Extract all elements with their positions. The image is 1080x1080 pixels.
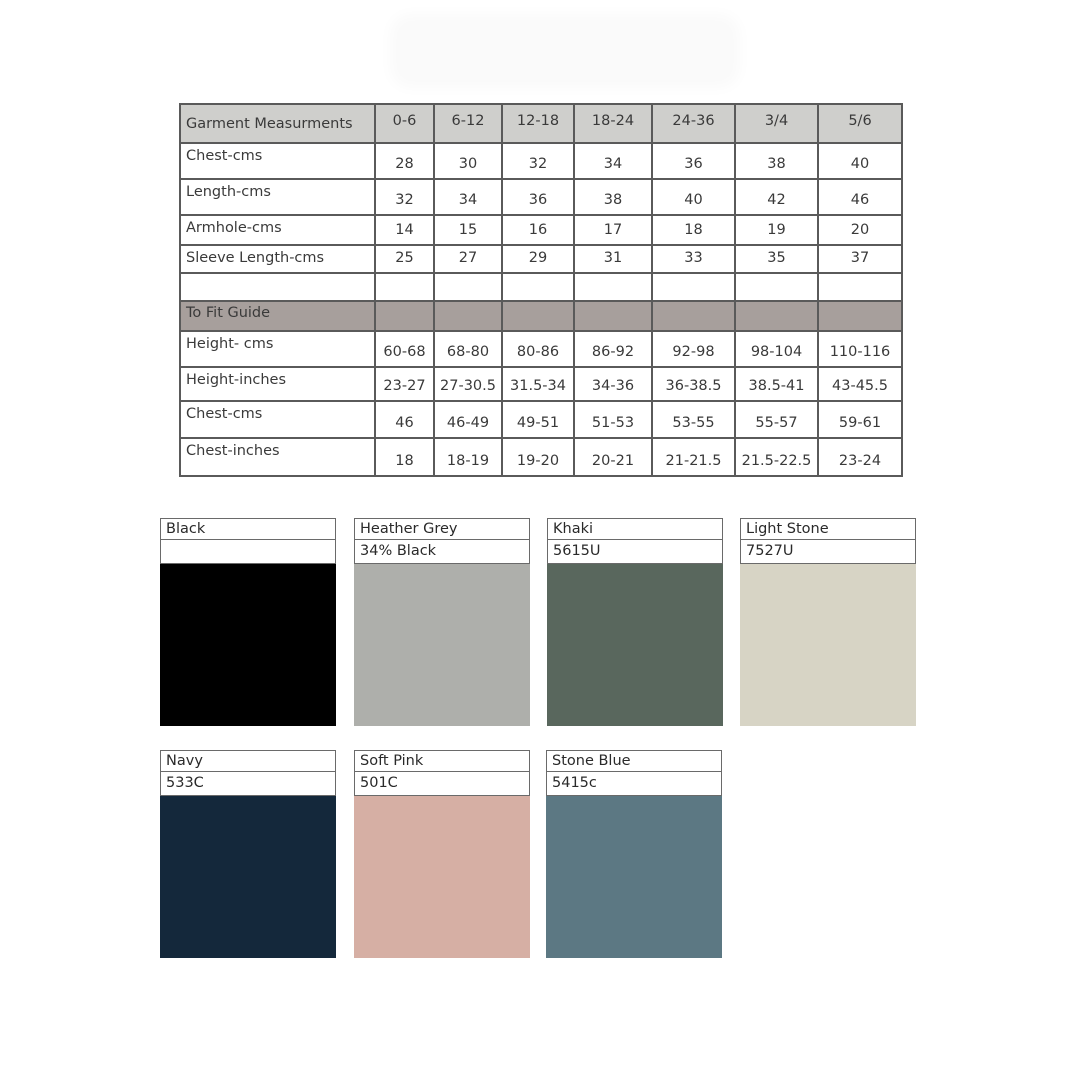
- size-header: 5/6: [818, 104, 902, 143]
- swatch-color-block: [160, 564, 336, 726]
- swatch-color-block: [740, 564, 916, 726]
- swatch-color-block: [160, 796, 336, 958]
- table-cell: 92-98: [652, 331, 735, 367]
- swatch-color-block: [354, 796, 530, 958]
- color-swatch-navy: [160, 750, 336, 958]
- size-header: 12-18: [502, 104, 574, 143]
- swatch-color-block: [547, 564, 723, 726]
- table-cell: 23-24: [818, 438, 902, 476]
- table-cell: 15: [434, 215, 502, 245]
- row-label: Height-inches: [180, 367, 375, 401]
- table-cell: 55-57: [735, 401, 818, 438]
- row-label: Length-cms: [180, 179, 375, 215]
- color-swatch-stone-blue: [546, 750, 722, 958]
- swatch-name: Heather Grey: [354, 518, 530, 540]
- table-cell: 38: [574, 179, 652, 215]
- table-cell: 36: [652, 143, 735, 179]
- table-cell: 28: [375, 143, 434, 179]
- table-cell: 34: [574, 143, 652, 179]
- table-cell: 46: [818, 179, 902, 215]
- swatch-code: 533C: [160, 772, 336, 796]
- table-row: [180, 179, 902, 215]
- table-cell: 36-38.5: [652, 367, 735, 401]
- table-cell: 38: [735, 143, 818, 179]
- size-header: 3/4: [735, 104, 818, 143]
- table-cell: 40: [652, 179, 735, 215]
- table-cell: 29: [502, 245, 574, 273]
- table-cell: 27: [434, 245, 502, 273]
- table-cell: 43-45.5: [818, 367, 902, 401]
- table-row: [180, 215, 902, 245]
- table-cell: 51-53: [574, 401, 652, 438]
- table-row: [180, 331, 902, 367]
- table-row: [180, 401, 902, 438]
- swatch-code: 7527U: [740, 540, 916, 564]
- table-header-row: [180, 104, 902, 143]
- table-row: [180, 245, 902, 273]
- color-swatch-soft-pink: [354, 750, 530, 958]
- table-cell: 35: [735, 245, 818, 273]
- table-cell: 36: [502, 179, 574, 215]
- table-cell: 17: [574, 215, 652, 245]
- fit-guide-label: To Fit Guide: [180, 301, 375, 331]
- swatch-code: 5415c: [546, 772, 722, 796]
- swatch-name: Stone Blue: [546, 750, 722, 772]
- table-cell: 19: [735, 215, 818, 245]
- table-row: [180, 367, 902, 401]
- table-row: [180, 438, 902, 476]
- fit-guide-header-row: [180, 301, 902, 331]
- table-cell: 23-27: [375, 367, 434, 401]
- color-swatch-khaki: [547, 518, 723, 726]
- table-cell: 21-21.5: [652, 438, 735, 476]
- table-cell: 33: [652, 245, 735, 273]
- swatch-code: 5615U: [547, 540, 723, 564]
- table-cell: 68-80: [434, 331, 502, 367]
- empty-row: [180, 273, 902, 301]
- size-header: 0-6: [375, 104, 434, 143]
- table-cell: 18: [375, 438, 434, 476]
- table-cell: 46-49: [434, 401, 502, 438]
- table-cell: 86-92: [574, 331, 652, 367]
- table-cell: 80-86: [502, 331, 574, 367]
- table-cell: 46: [375, 401, 434, 438]
- size-chart-table: [179, 103, 903, 477]
- swatch-name: Khaki: [547, 518, 723, 540]
- table-cell: 98-104: [735, 331, 818, 367]
- swatch-code: [160, 540, 336, 564]
- table-cell: 20-21: [574, 438, 652, 476]
- table-cell: 32: [375, 179, 434, 215]
- table-cell: 20: [818, 215, 902, 245]
- swatch-color-block: [354, 564, 530, 726]
- swatch-name: Black: [160, 518, 336, 540]
- row-label: Chest-inches: [180, 438, 375, 476]
- table-cell: 49-51: [502, 401, 574, 438]
- table-cell: 34: [434, 179, 502, 215]
- table-cell: 31: [574, 245, 652, 273]
- table-cell: 27-30.5: [434, 367, 502, 401]
- table-cell: 18-19: [434, 438, 502, 476]
- table-cell: 16: [502, 215, 574, 245]
- table-cell: 110-116: [818, 331, 902, 367]
- table-cell: 38.5-41: [735, 367, 818, 401]
- brand-logo-watermark: [398, 22, 732, 80]
- table-cell: 34-36: [574, 367, 652, 401]
- table-cell: 32: [502, 143, 574, 179]
- table-cell: 25: [375, 245, 434, 273]
- table-row: [180, 143, 902, 179]
- size-header: 18-24: [574, 104, 652, 143]
- table-cell: 53-55: [652, 401, 735, 438]
- row-label: Height- cms: [180, 331, 375, 367]
- swatch-name: Navy: [160, 750, 336, 772]
- table-cell: 60-68: [375, 331, 434, 367]
- table-cell: 42: [735, 179, 818, 215]
- table-cell: 37: [818, 245, 902, 273]
- table-cell: 59-61: [818, 401, 902, 438]
- table-cell: 18: [652, 215, 735, 245]
- row-label: Chest-cms: [180, 143, 375, 179]
- table-cell: 14: [375, 215, 434, 245]
- row-label: Chest-cms: [180, 401, 375, 438]
- swatch-code: 501C: [354, 772, 530, 796]
- swatch-name: Light Stone: [740, 518, 916, 540]
- table-cell: 30: [434, 143, 502, 179]
- table-cell: 40: [818, 143, 902, 179]
- table-cell: 21.5-22.5: [735, 438, 818, 476]
- size-header: 6-12: [434, 104, 502, 143]
- swatch-color-block: [546, 796, 722, 958]
- swatch-name: Soft Pink: [354, 750, 530, 772]
- size-header: 24-36: [652, 104, 735, 143]
- header-label: Garment Measurments: [180, 104, 375, 143]
- color-swatch-black: [160, 518, 336, 726]
- swatch-code: 34% Black: [354, 540, 530, 564]
- row-label: Armhole-cms: [180, 215, 375, 245]
- row-label: Sleeve Length-cms: [180, 245, 375, 273]
- table-cell: 19-20: [502, 438, 574, 476]
- table-cell: 31.5-34: [502, 367, 574, 401]
- color-swatch-heather-grey: [354, 518, 530, 726]
- color-swatch-light-stone: [740, 518, 916, 726]
